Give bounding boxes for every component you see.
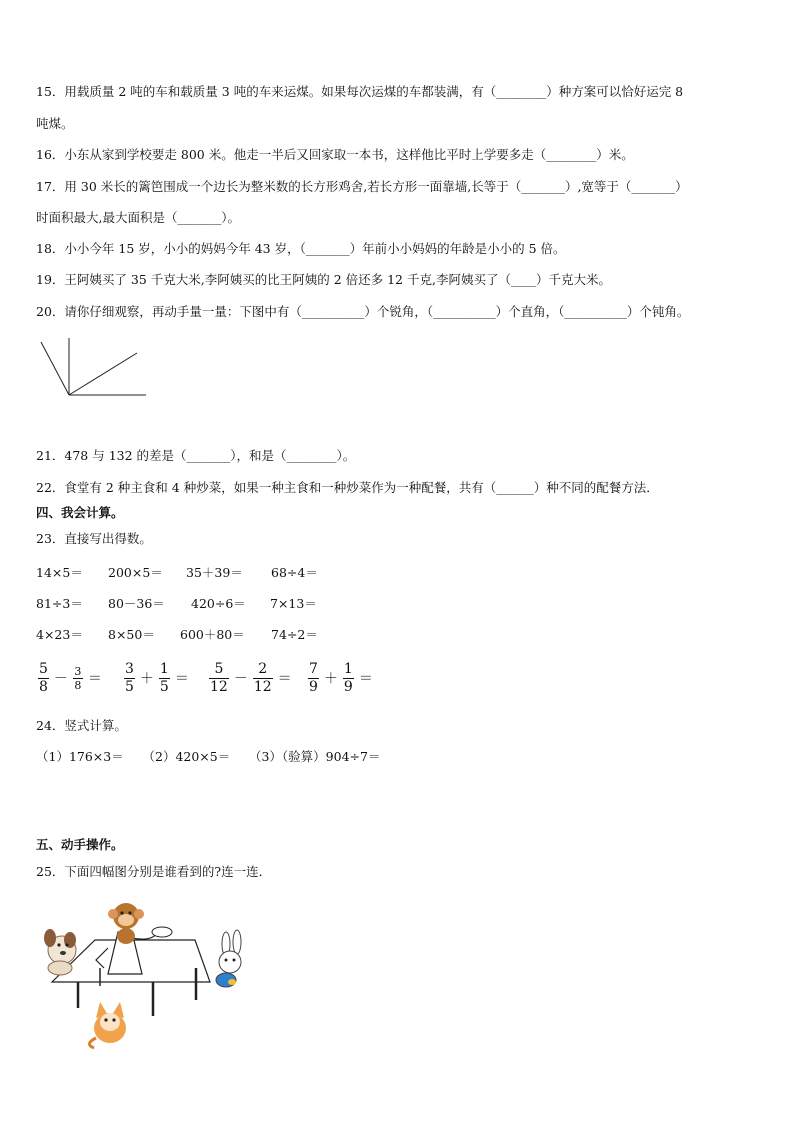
fraction-expression: [122, 656, 192, 700]
question-24-items: （1）176×3＝ （2）420×5＝ （3）（验算）904÷7＝: [36, 749, 381, 764]
question-18: 18．小小今年 15 岁，小小的妈妈今年 43 岁，（_______）年前小小妈妈的年龄是小小的 5 倍。: [36, 241, 566, 256]
observation-illustration: [40, 898, 255, 1050]
question-17-line2: 时面积最大,最大面积是（_______）。: [36, 210, 240, 225]
equals-sign: ＝: [87, 671, 102, 687]
question-20: 20．请你仔细观察，再动手量一量：下图中有（__________）个锐角，（__________）个直角，（__________）个钝角。: [36, 304, 690, 319]
denominator: 9: [343, 678, 353, 695]
calc-item: 74÷2＝: [271, 627, 318, 642]
operator: －: [53, 671, 68, 687]
angle-ray-diagonal: [69, 353, 137, 395]
question-16: 16．小东从家到学校要走 800 米。他走一半后又回家取一本书，这样他比平时上学要多走（________）米。: [36, 147, 634, 162]
calc-item: 14×5＝: [36, 565, 83, 580]
question-15-line1: 15．用载质量 2 吨的车和载质量 3 吨的车来运煤。如果每次运煤的车都装满，有（________）种方案可以恰好运完 8: [36, 84, 684, 99]
calc-item: 35＋39＝: [186, 565, 243, 580]
fraction-expression: [36, 656, 105, 700]
numerator: 1: [343, 660, 353, 677]
calc-item: 420÷6＝: [191, 596, 246, 611]
dog-icon: [44, 929, 76, 975]
operator: ＋: [323, 671, 338, 687]
question-17-line1: 17．用 30 米长的篱笆围成一个边长为整米数的长方形鸡舍,若长方形一面靠墙,长等于（_______）,宽等于（_______）: [36, 179, 688, 194]
calc-item: 7×13＝: [270, 596, 317, 611]
monkey-icon: [108, 903, 144, 944]
angle-ray-left: [41, 342, 69, 395]
operator: －: [233, 671, 248, 687]
section-5-heading: 五、动手操作。: [36, 837, 124, 852]
denominator: 5: [125, 678, 134, 695]
angle-figure: [38, 336, 150, 400]
calc-item: 68÷4＝: [271, 565, 318, 580]
question-25: 25．下面四幅图分别是谁看到的?连一连．: [36, 864, 272, 879]
numerator: 3: [125, 660, 134, 677]
equals-sign: ＝: [174, 671, 189, 687]
numerator: 7: [309, 660, 318, 677]
equals-sign: ＝: [358, 671, 373, 687]
numerator: 1: [159, 660, 169, 677]
calc-item: 81÷3＝: [36, 596, 83, 611]
denominator: 12: [253, 678, 272, 695]
denominator: 5: [159, 678, 169, 695]
calc-item: 200×5＝: [108, 565, 163, 580]
equals-sign: ＝: [277, 671, 292, 687]
numerator: 5: [214, 660, 224, 677]
operator: ＋: [139, 671, 154, 687]
calc-item: 80－36＝: [108, 596, 165, 611]
denominator: 9: [309, 678, 318, 695]
question-21: 21．478 与 132 的差是（_______），和是（________）。: [36, 448, 356, 463]
fraction-expression: [306, 656, 376, 700]
cat-icon: [89, 1002, 126, 1048]
calc-item: 600＋80＝: [180, 627, 245, 642]
question-23: 23．直接写出得数。: [36, 531, 152, 546]
numerator: 3: [74, 664, 82, 678]
rabbit-icon: [216, 930, 241, 987]
question-24: 24．竖式计算。: [36, 718, 127, 733]
question-22: 22．食堂有 2 种主食和 4 种炒菜，如果一种主食和一种炒菜作为一种配餐，共有（______）种不同的配餐方法．: [36, 480, 659, 495]
numerator: 5: [39, 660, 48, 677]
question-15-line2: 吨煤。: [36, 116, 74, 131]
numerator: 2: [258, 660, 268, 677]
fraction-expression: [207, 656, 295, 700]
question-19: 19．王阿姨买了 35 千克大米,李阿姨买的比王阿姨的 2 倍还多 12 千克,李阿姨买了（____）千克大米。: [36, 272, 611, 287]
denominator: 8: [74, 678, 82, 692]
denominator: 8: [39, 678, 48, 695]
denominator: 12: [210, 678, 228, 695]
section-4-heading: 四、我会计算。: [36, 505, 124, 520]
calc-item: 8×50＝: [108, 627, 155, 642]
calc-item: 4×23＝: [36, 627, 83, 642]
